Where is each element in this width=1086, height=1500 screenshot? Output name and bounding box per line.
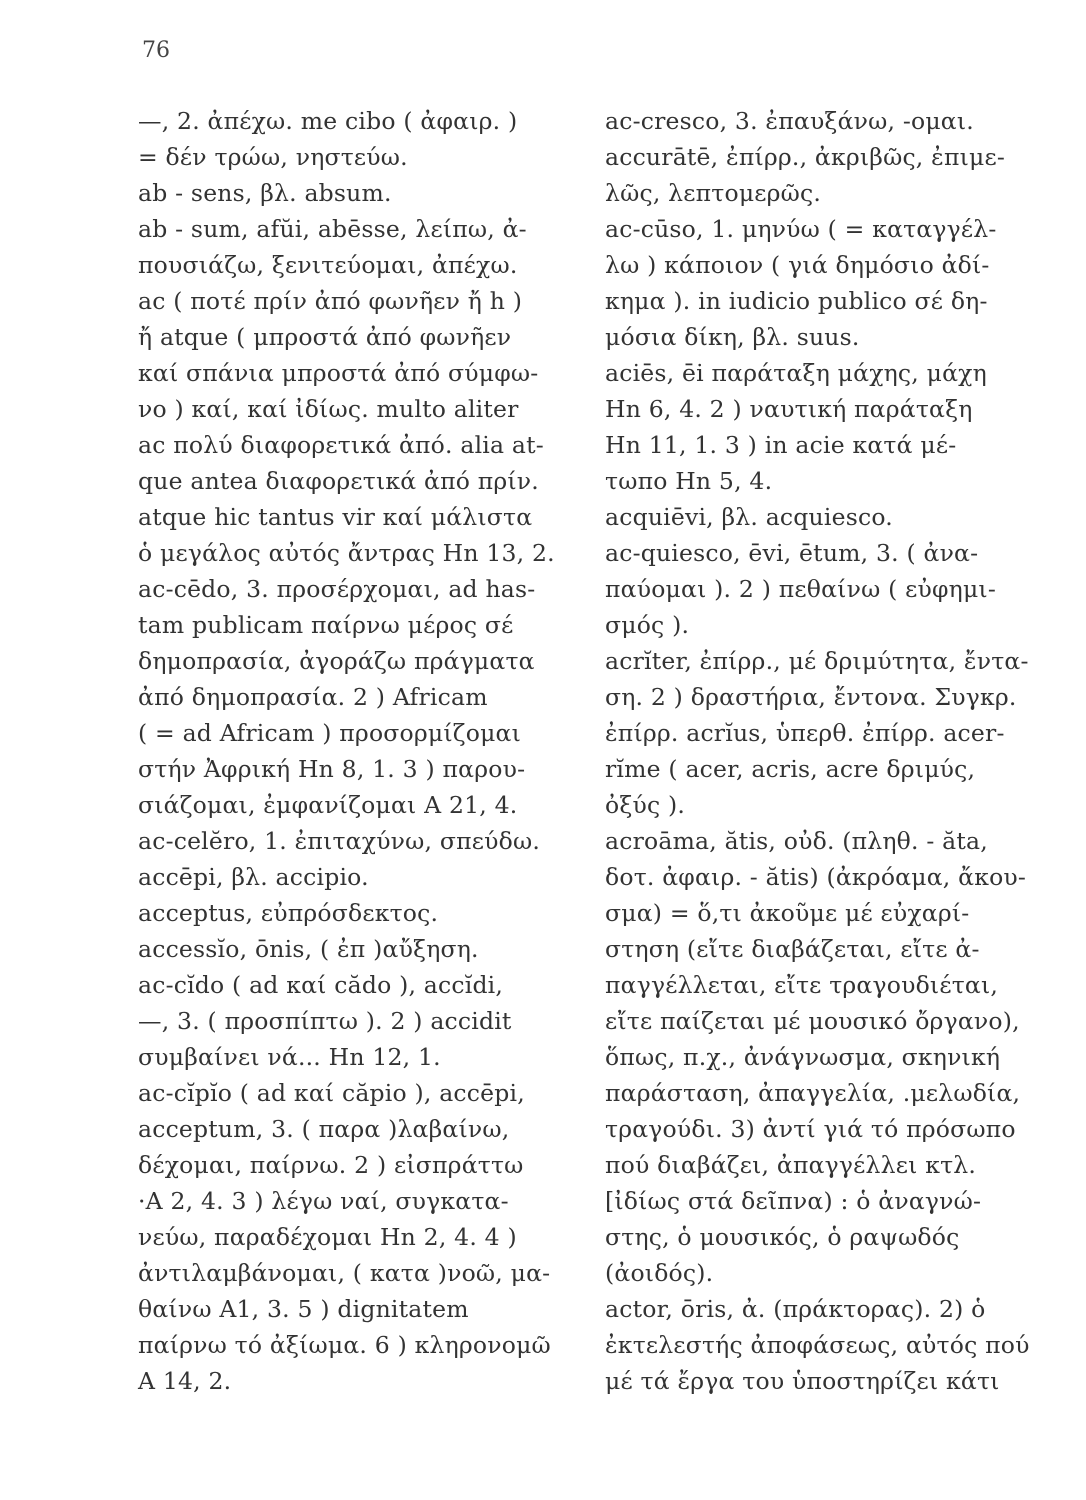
text-line: acceptus, εὐπρόσδεκτος. <box>138 899 439 927</box>
text-line: aciēs, ēi παράταξη μάχης, μάχη <box>605 359 987 387</box>
text-line: τραγούδι. 3) ἀντί γιά τό πρόσωπο <box>605 1115 1016 1143</box>
text-line: νεύω, παραδέχομαι Hn 2, 4. 4 ) <box>138 1223 517 1251</box>
text-line: que antea διαφορετικά ἀπό πρίν. <box>138 467 539 495</box>
text-line: acquiēvi, βλ. acquiesco. <box>605 503 893 531</box>
text-line: accessĭo, ōnis, ( ἐπ )αὔξηση. <box>138 935 479 963</box>
text-line: acroāma, ătis, οὐδ. (πληθ. - ăta, <box>605 827 988 855</box>
page-number: 76 <box>142 38 170 63</box>
text-line: σμός ). <box>605 611 690 639</box>
text-line: ση. 2 ) δραστήρια, ἔντονα. Συγκρ. <box>605 683 1017 711</box>
text-line: νο ) καί, καί ἰδίως. multo aliter <box>138 395 519 423</box>
text-line: ὁ μεγάλος αὐτός ἄντρας Hn 13, 2. <box>138 539 555 567</box>
text-line: τωπο Hn 5, 4. <box>605 467 773 495</box>
text-line: rĭme ( acer, acris, acre δριμύς, <box>605 755 976 783</box>
text-line: —, 3. ( προσπίπτω ). 2 ) accidit <box>138 1007 512 1035</box>
text-line: μέ τά ἔργα του ὑποστηρίζει κάτι <box>605 1367 1000 1395</box>
text-line: στης, ὁ μουσικός, ὁ ραψωδός <box>605 1223 960 1251</box>
text-line: παγγέλλεται, εἴτε τραγουδιέται, <box>605 971 999 999</box>
text-line: ·A 2, 4. 3 ) λέγω ναί, συγκατα- <box>138 1187 509 1215</box>
text-line: atque hic tantus vir καί μάλιστα <box>138 503 533 531</box>
text-line: δέχομαι, παίρνω. 2 ) εἰσπράττω <box>138 1151 524 1179</box>
text-line: actor, ōris, ἀ. (πράκτορας). 2) ὁ <box>605 1295 986 1323</box>
text-line: acceptum, 3. ( παρα )λαβαίνω, <box>138 1115 510 1143</box>
text-line: θαίνω A1, 3. 5 ) dignitatem <box>138 1295 469 1323</box>
text-line: ab - sens, βλ. absum. <box>138 179 392 207</box>
text-line: σμα) = ὅ,τι ἀκοῦμε μέ εὐχαρί- <box>605 899 970 927</box>
text-line: στήν Ἀφρική Hn 8, 1. 3 ) παρου- <box>138 755 526 783</box>
text-line: ac πολύ διαφορετικά ἀπό. alia at- <box>138 431 544 459</box>
text-line: Hn 6, 4. 2 ) ναυτική παράταξη <box>605 395 973 423</box>
text-line: A 14, 2. <box>138 1367 232 1395</box>
right-column <box>605 103 1065 1399</box>
text-line: ac-celĕro, 1. ἐπιταχύνω, σπεύδω. <box>138 827 540 855</box>
text-line: δοτ. ἀφαιρ. - ătis) (ἀκρόαμα, ἄκου- <box>605 863 1027 891</box>
text-line: acrĭter, ἐπίρρ., μέ δριμύτητα, ἔντα- <box>605 647 1029 675</box>
text-line: παράσταση, ἀπαγγελία, .μελωδία, <box>605 1079 1021 1107</box>
text-line: πουσιάζω, ξενιτεύομαι, ἀπέχω. <box>138 251 518 279</box>
text-line: ὅπως, π.χ., ἀνάγνωσμα, σκηνική <box>605 1043 1001 1071</box>
text-line: ac-cĭpĭo ( ad καί căpio ), accēpi, <box>138 1079 525 1107</box>
text-line: ac-quiesco, ēvi, ētum, 3. ( ἀνα- <box>605 539 979 567</box>
text-line: συμβαίνει νά... Hn 12, 1. <box>138 1043 441 1071</box>
text-line: —, 2. ἀπέχω. me cibo ( ἀφαιρ. ) <box>138 107 518 135</box>
text-line: ab - sum, afŭi, abēsse, λείπω, ἀ- <box>138 215 527 243</box>
text-line: μόσια δίκη, βλ. suus. <box>605 323 860 351</box>
text-line: σιάζομαι, ἐμφανίζομαι A 21, 4. <box>138 791 518 819</box>
text-line: εἴτε παίζεται μέ μουσικό ὄργανο), <box>605 1007 1020 1035</box>
text-line: στηση (εἴτε διαβάζεται, εἴτε ἀ- <box>605 935 980 963</box>
text-line: παίρνω τό ἀξίωμα. 6 ) κληρονομῶ <box>138 1331 551 1359</box>
text-line: καί σπάνια μπροστά ἀπό σύμφω- <box>138 359 539 387</box>
text-line: κημα ). in iudicio publico σέ δη- <box>605 287 988 315</box>
text-line: ὀξύς ). <box>605 791 686 819</box>
text-line: δημοπρασία, ἀγοράζω πράγματα <box>138 647 535 675</box>
text-line: ἀντιλαμβάνομαι, ( κατα )νοῶ, μα- <box>138 1259 551 1287</box>
text-line: accurātē, ἐπίρρ., ἀκριβῶς, ἐπιμε- <box>605 143 1006 171</box>
text-line: ac-cresco, 3. ἐπαυξάνω, -ομαι. <box>605 107 974 135</box>
text-line: ἐκτελεστής ἀποφάσεως, αὐτός πού <box>605 1331 1030 1359</box>
text-line: ac ( ποτέ πρίν ἀπό φωνῆεν ἤ h ) <box>138 287 523 315</box>
text-line: accēpi, βλ. accipio. <box>138 863 369 891</box>
text-line: [ἰδίως στά δεῖπνα) : ὁ ἀναγνώ- <box>605 1187 982 1215</box>
text-line: ( = ad Africam ) προσορμίζομαι <box>138 719 522 747</box>
text-line: λω ) κάποιον ( γιά δημόσιο ἀδί- <box>605 251 990 279</box>
text-line: tam publicam παίρνω μέρος σέ <box>138 611 514 639</box>
text-line: = δέν τρώω, νηστεύω. <box>138 143 408 171</box>
text-line: ac-cēdo, 3. προσέρχομαι, ad has- <box>138 575 536 603</box>
text-line: Hn 11, 1. 3 ) in acie κατά μέ- <box>605 431 957 459</box>
text-line: λῶς, λεπτομερῶς. <box>605 179 822 207</box>
text-line: ac-cĭdo ( ad καί cădo ), accĭdi, <box>138 971 504 999</box>
text-line: ἤ atque ( μπροστά ἀπό φωνῆεν <box>138 323 512 351</box>
text-line: ἐπίρρ. acrĭus, ὑπερθ. ἐπίρρ. acer- <box>605 719 1005 747</box>
text-line: ἀπό δημοπρασία. 2 ) Africam <box>138 683 488 711</box>
text-line: πού διαβάζει, ἀπαγγέλλει κτλ. <box>605 1151 977 1179</box>
left-column <box>138 103 578 1399</box>
text-line: ac-cūso, 1. μηνύω ( = καταγγέλ- <box>605 215 997 243</box>
text-line: (ἀοιδός). <box>605 1259 714 1287</box>
text-line: παύομαι ). 2 ) πεθαίνω ( εὐφημι- <box>605 575 996 603</box>
